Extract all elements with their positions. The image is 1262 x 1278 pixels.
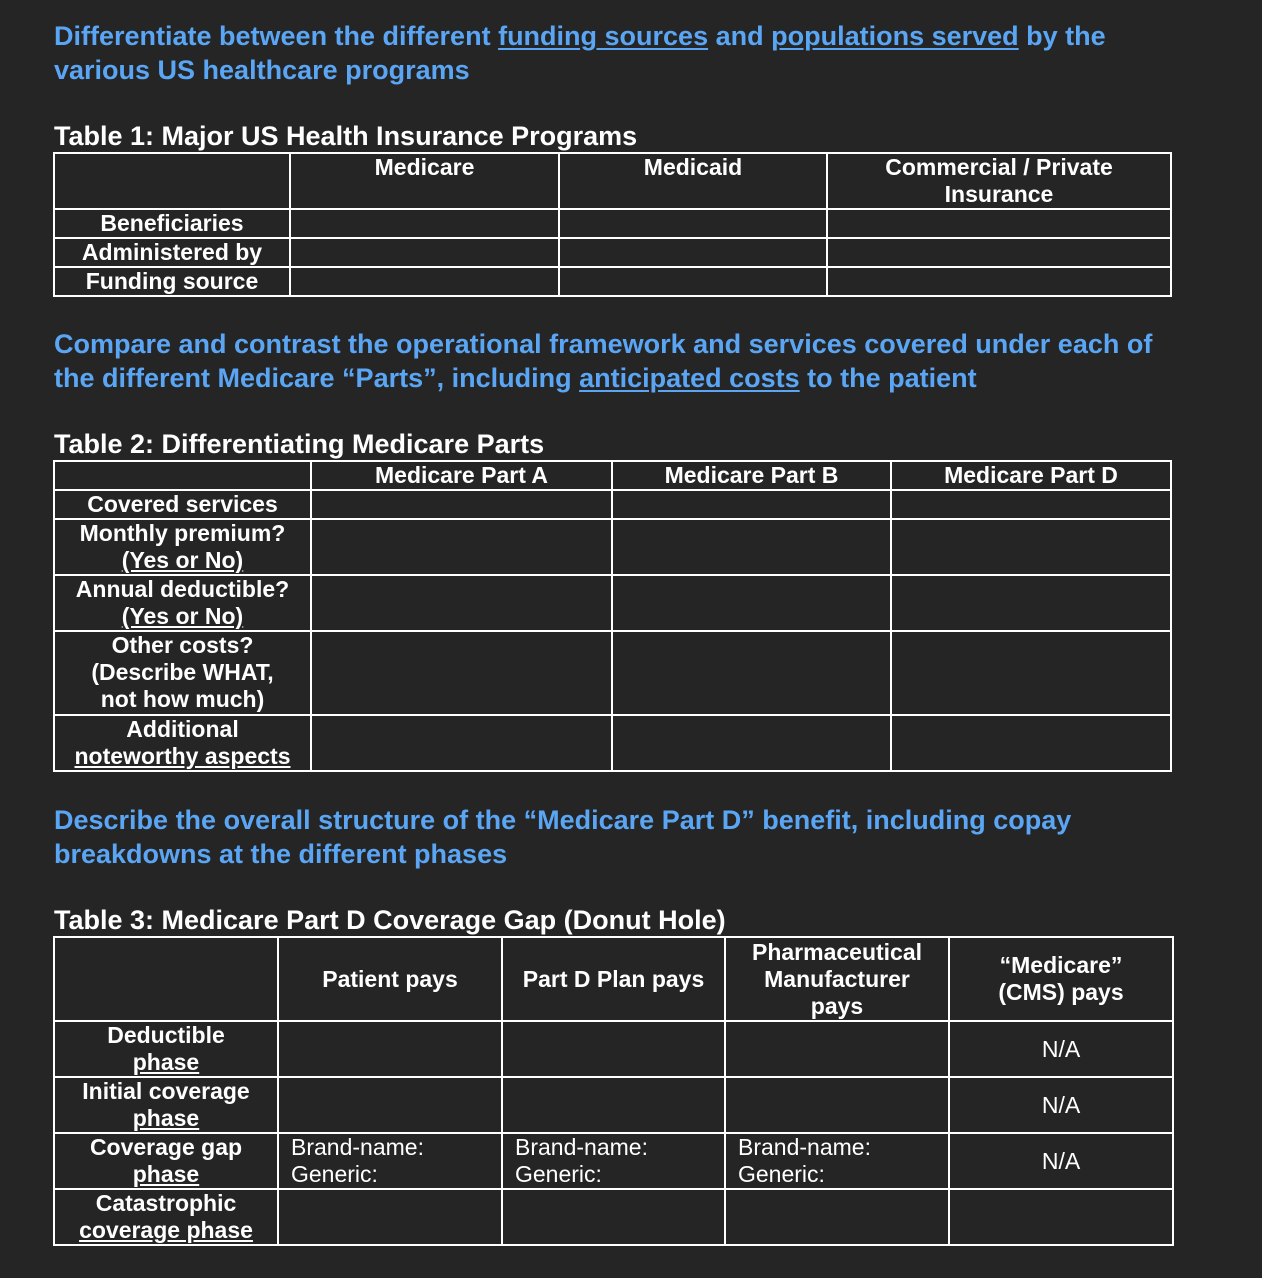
table1-col-commercial: Commercial / Private Insurance xyxy=(827,153,1171,209)
table3-row-catastrophic xyxy=(54,1189,1173,1245)
table2-header-row xyxy=(54,461,1171,490)
table1-row-administered-by xyxy=(54,238,1171,267)
table-cell[interactable] xyxy=(827,267,1171,296)
table2-rowhead-annual-deductible: Annual deductible? (Yes or No) xyxy=(54,575,311,631)
table-cell[interactable] xyxy=(311,575,612,631)
table-cell[interactable] xyxy=(502,1077,725,1133)
table2-col-part-a: Medicare Part A xyxy=(311,461,612,490)
table3-col-patient-pays: Patient pays xyxy=(278,937,502,1021)
table3-part-d-coverage-gap xyxy=(53,936,1174,1246)
table3-cms-na: N/A xyxy=(949,1077,1173,1133)
table2-rowhead-additional-aspects: Additional noteworthy aspects xyxy=(54,715,311,771)
prompt-funding-sources: Differentiate between the different funding sources and populations served by the various US healthcare programs xyxy=(54,21,1106,85)
table-cell[interactable] xyxy=(891,715,1171,771)
table3-header-row xyxy=(54,937,1173,1021)
table3-col-plan-pays: Part D Plan pays xyxy=(502,937,725,1021)
table1-col-medicare: Medicare xyxy=(290,153,559,209)
table-cell[interactable] xyxy=(612,490,891,519)
table1-rowhead-funding-source: Funding source xyxy=(54,267,290,296)
table-cell[interactable] xyxy=(278,1077,502,1133)
table3-rowhead-coverage-gap: Coverage gap phase xyxy=(54,1133,278,1189)
table1-rowhead-administered-by: Administered by xyxy=(54,238,290,267)
table3-plan-gap-cell[interactable]: Brand-name: Generic: xyxy=(502,1133,725,1189)
table-cell[interactable] xyxy=(725,1077,949,1133)
table2-row-covered-services xyxy=(54,490,1171,519)
table-cell[interactable] xyxy=(612,519,891,575)
table2-row-monthly-premium xyxy=(54,519,1171,575)
table1-corner-cell xyxy=(54,153,290,209)
table-cell[interactable] xyxy=(891,575,1171,631)
table-cell[interactable] xyxy=(278,1021,502,1077)
table-cell[interactable] xyxy=(891,519,1171,575)
table3-cms-na: N/A xyxy=(949,1133,1173,1189)
table3-row-coverage-gap xyxy=(54,1133,1173,1189)
table-cell[interactable] xyxy=(725,1021,949,1077)
table2-medicare-parts xyxy=(53,460,1172,772)
table-cell[interactable] xyxy=(311,715,612,771)
table2-rowhead-other-costs: Other costs? (Describe WHAT, not how much) xyxy=(54,631,311,715)
table2-row-additional-aspects xyxy=(54,715,1171,771)
table-cell[interactable] xyxy=(559,209,827,238)
link-populations-served[interactable]: populations served xyxy=(771,21,1019,51)
table-cell[interactable] xyxy=(502,1189,725,1245)
table2-row-other-costs xyxy=(54,631,1171,715)
table2-row-annual-deductible xyxy=(54,575,1171,631)
table3-corner-cell xyxy=(54,937,278,1021)
table3-row-initial-coverage xyxy=(54,1077,1173,1133)
table3-rowhead-deductible: Deductible phase xyxy=(54,1021,278,1077)
table-cell[interactable] xyxy=(725,1189,949,1245)
table-cell[interactable] xyxy=(311,631,612,715)
table1-rowhead-beneficiaries: Beneficiaries xyxy=(54,209,290,238)
table-cell[interactable] xyxy=(891,631,1171,715)
table-cell[interactable] xyxy=(612,631,891,715)
table-cell[interactable] xyxy=(559,238,827,267)
prompt-medicare-parts: Compare and contrast the operational framework and services covered under each of the different Medicare “Parts”, including anticipated costs to the patient xyxy=(54,329,1153,393)
table3-cms-na: N/A xyxy=(949,1021,1173,1077)
table-cell[interactable] xyxy=(311,519,612,575)
table3-patient-gap-cell[interactable]: Brand-name: Generic: xyxy=(278,1133,502,1189)
table-cell[interactable] xyxy=(502,1021,725,1077)
table2-rowhead-covered-services: Covered services xyxy=(54,490,311,519)
table3-manufacturer-gap-cell[interactable]: Brand-name: Generic: xyxy=(725,1133,949,1189)
prompt-part-d-structure: Describe the overall structure of the “Medicare Part D” benefit, including copay breakdowns at the different phases xyxy=(54,805,1072,869)
table3-rowhead-catastrophic: Catastrophic coverage phase xyxy=(54,1189,278,1245)
table-cell[interactable] xyxy=(290,238,559,267)
table1-title: Table 1: Major US Health Insurance Programs xyxy=(54,121,638,151)
link-funding-sources[interactable]: funding sources xyxy=(498,21,709,51)
table3-col-cms-pays: “Medicare” (CMS) pays xyxy=(949,937,1173,1021)
table1-header-row xyxy=(54,153,1171,209)
table2-rowhead-monthly-premium: Monthly premium? (Yes or No) xyxy=(54,519,311,575)
table3-row-deductible xyxy=(54,1021,1173,1077)
table1-major-programs xyxy=(53,152,1172,297)
table1-row-funding-source xyxy=(54,267,1171,296)
table2-col-part-d: Medicare Part D xyxy=(891,461,1171,490)
table-cell[interactable] xyxy=(827,209,1171,238)
table-cell[interactable] xyxy=(311,490,612,519)
table3-col-manufacturer-pays: Pharmaceutical Manufacturer pays xyxy=(725,937,949,1021)
table1-col-medicaid: Medicaid xyxy=(559,153,827,209)
table-cell[interactable] xyxy=(949,1189,1173,1245)
table-cell[interactable] xyxy=(827,238,1171,267)
table-cell[interactable] xyxy=(559,267,827,296)
table2-title: Table 2: Differentiating Medicare Parts xyxy=(54,429,545,459)
table-cell[interactable] xyxy=(278,1189,502,1245)
link-anticipated-costs[interactable]: anticipated costs xyxy=(579,363,800,393)
table-cell[interactable] xyxy=(612,715,891,771)
table-cell[interactable] xyxy=(290,209,559,238)
table2-corner-cell xyxy=(54,461,311,490)
table3-rowhead-initial-coverage: Initial coverage phase xyxy=(54,1077,278,1133)
table3-title: Table 3: Medicare Part D Coverage Gap (Donut Hole) xyxy=(54,905,726,935)
table2-col-part-b: Medicare Part B xyxy=(612,461,891,490)
table-cell[interactable] xyxy=(290,267,559,296)
table-cell[interactable] xyxy=(612,575,891,631)
table-cell[interactable] xyxy=(891,490,1171,519)
table1-row-beneficiaries xyxy=(54,209,1171,238)
